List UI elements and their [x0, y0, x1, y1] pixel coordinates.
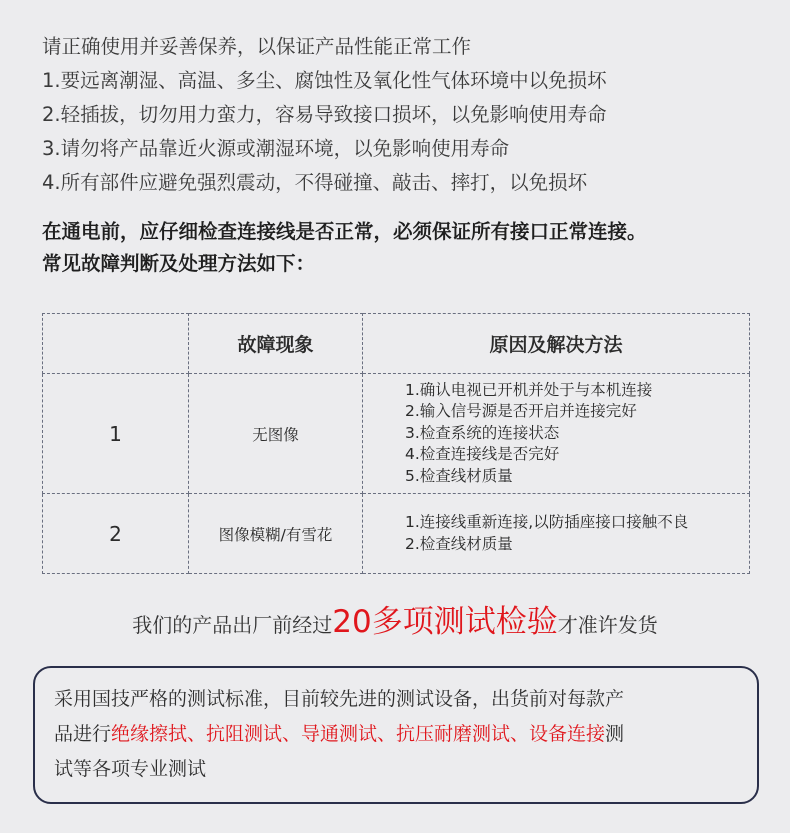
care-item: 4.所有部件应避免强烈震动，不得碰撞、敲击、摔打，以免损坏 [42, 171, 588, 194]
power-note-line: 在通电前，应仔细检查连接线是否正常，必须保证所有接口正常连接。 [42, 220, 647, 243]
care-item: 2.轻插拔，切勿用力蛮力，容易导致接口损坏，以免影响使用寿命 [42, 103, 607, 126]
test-standards-box [33, 666, 759, 804]
care-title: 请正确使用并妥善保养，以保证产品性能正常工作 [42, 35, 472, 58]
testing-prefix: 我们的产品出厂前经过 [132, 613, 333, 637]
testing-statement [0, 596, 790, 641]
fault-table [42, 313, 750, 574]
solution-line: 1.确认电视已开机并处于与本机连接 [405, 380, 653, 399]
solution-line: 4.检查连接线是否完好 [405, 445, 560, 464]
row-symptom: 无图像 [189, 374, 363, 494]
standards-highlight: 绝缘擦拭、抗阻测试、导通测试、抗压耐磨测试、设备连接 [111, 723, 606, 745]
solution-line: 1.连接线重新连接,以防插座接口接触不良 [405, 513, 689, 531]
care-item: 1.要远离潮湿、高温、多尘、腐蚀性及氧化性气体环境中以免损坏 [42, 69, 607, 92]
standards-line [54, 717, 739, 752]
standards-suffix: 测 [605, 723, 625, 745]
header-solution: 原因及解决方法 [363, 314, 750, 374]
table-row [43, 494, 750, 574]
solution-line: 5.检查线材质量 [405, 466, 513, 485]
care-instructions [42, 30, 607, 200]
standards-prefix: 品进行 [54, 723, 112, 745]
solution-line: 3.检查系统的连接状态 [405, 423, 560, 442]
row-solutions [363, 374, 750, 494]
table-row [43, 374, 750, 494]
standards-line: 试等各项专业测试 [54, 758, 207, 780]
solution-line: 2.输入信号源是否开启并连接完好 [405, 402, 637, 421]
power-note [42, 216, 647, 280]
table-header-row [43, 314, 750, 374]
testing-suffix: 才准许发货 [557, 613, 658, 637]
header-symptom: 故障现象 [189, 314, 363, 374]
power-note-line: 常见故障判断及处理方法如下： [42, 252, 316, 275]
testing-highlight: 20多项测试检验 [332, 604, 558, 640]
standards-line: 采用国技严格的测试标准，目前较先进的测试设备，出货前对每款产 [54, 688, 625, 710]
header-index [43, 314, 189, 374]
row-solutions [363, 494, 750, 574]
row-number: 2 [43, 494, 189, 574]
row-symptom: 图像模糊/有雪花 [189, 494, 363, 574]
row-number: 1 [43, 374, 189, 494]
care-item: 3.请勿将产品靠近火源或潮湿环境，以免影响使用寿命 [42, 137, 510, 160]
solution-line: 2.检查线材质量 [405, 534, 513, 553]
